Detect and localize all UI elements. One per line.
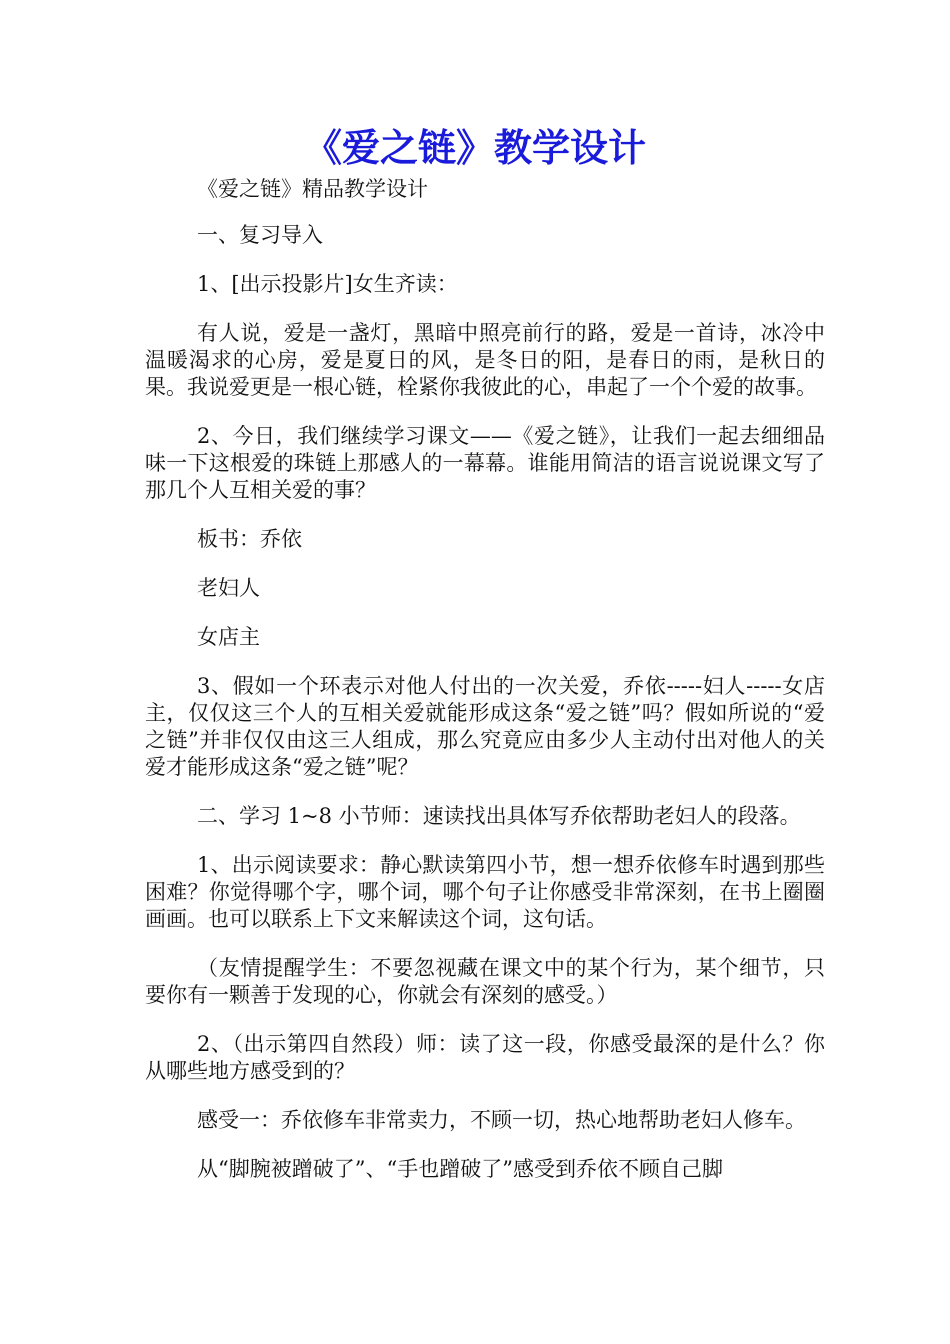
document-subtitle: 《爱之链》精品教学设计 [197, 177, 428, 201]
board-note: 老妇人 [197, 576, 260, 600]
paragraph: 2、（出示第四自然段）师：读了这一段，你感受最深的是什么？你从哪些地方感受到的？ [145, 1032, 825, 1083]
board-note: 女店主 [197, 625, 260, 649]
paragraph: 1、出示阅读要求：静心默读第四小节，想一想乔依修车时遇到那些困难？你觉得哪个字，哪个词，哪个句子让你感受非常深刻，在书上圈圈画画。也可以联系上下文来解读这个词，这句话。 [145, 853, 825, 931]
document-title: 《爱之链》教学设计 [303, 126, 646, 170]
section-heading-study: 二、学习 1~8 小节师：速读找出具体写乔依帮助老妇人的段落。 [197, 804, 801, 828]
paragraph: 感受一：乔依修车非常卖力，不顾一切，热心地帮助老妇人修车。 [197, 1108, 806, 1132]
section-heading-review: 一、复习导入 [197, 223, 323, 247]
paragraph: （友情提醒学生：不要忽视藏在课文中的某个行为，某个细节，只要你有一颗善于发现的心，你就会有深刻的感受。） [145, 956, 825, 1007]
paragraph: 2、今日，我们继续学习课文——《爱之链》，让我们一起去细细品味一下这根爱的珠链上那感人的一幕幕。谁能用简洁的语言说说课文写了那几个人互相关爱的事？ [145, 424, 825, 502]
paragraph: 3、假如一个环表示对他人付出的一次关爱，乔依-----妇人-----女店主，仅仅这三个人的互相关爱就能形成这条“爱之链”吗？假如所说的“爱之链”并非仅仅由这三人组成，那么究竟应由多少人主动付出对他人的关爱才能形成这条“爱之链”呢？ [145, 674, 825, 779]
paragraph: 有人说，爱是一盏灯，黑暗中照亮前行的路，爱是一首诗，冰冷中温暖渴求的心房，爱是夏日的风，是冬日的阳，是春日的雨，是秋日的果。我说爱更是一根心链，栓紧你我彼此的心，串起了一个个爱的故事。 [145, 321, 825, 399]
paragraph: 从“脚腕被蹭破了”、“手也蹭破了”感受到乔依不顾自己脚 [197, 1157, 723, 1181]
board-note: 板书：乔依 [197, 527, 302, 551]
paragraph: 1、[出示投影片]女生齐读： [197, 272, 458, 296]
document-body [145, 222, 825, 1183]
